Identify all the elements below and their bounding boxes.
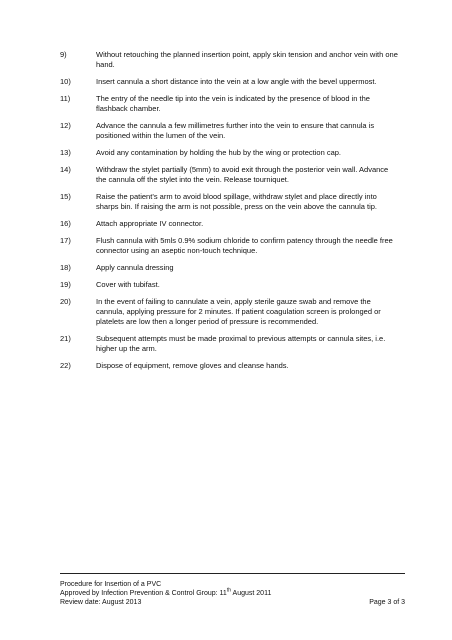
step-number: 17)	[60, 236, 71, 245]
footer-approval-ordinal: th	[226, 587, 231, 594]
step-text: Flush cannula with 5mls 0.9% sodium chloride to confirm patency through the needle free connector using an aseptic non-touch technique.	[96, 236, 393, 255]
footer-review-row	[60, 598, 405, 607]
step-text: In the event of failing to cannulate a vein, apply sterile gauze swab and remove the cannula, applying pressure for 2 minutes. If patient coagulation screen is prolonged or platelets are low then a longer period of pressure is recommended.	[96, 297, 381, 326]
step-number: 9)	[60, 50, 67, 59]
step-number: 19)	[60, 280, 71, 289]
procedure-step	[60, 165, 400, 185]
step-text: Withdraw the stylet partially (5mm) to avoid exit through the posterior vein wall. Advance the cannula off the stylet into the vein. Release tourniquet.	[96, 165, 389, 184]
procedure-step	[60, 263, 400, 273]
step-number: 16)	[60, 219, 71, 228]
step-text: The entry of the needle tip into the vein is indicated by the presence of blood in the flashback chamber.	[96, 94, 370, 113]
step-text: Apply cannula dressing	[96, 263, 174, 272]
procedure-step	[60, 77, 400, 87]
step-text: Avoid any contamination by holding the hub by the wing or protection cap.	[96, 148, 342, 157]
procedure-step	[60, 236, 400, 256]
procedure-step	[60, 192, 400, 212]
step-number: 21)	[60, 334, 71, 343]
footer-approval-text: Approved by Infection Prevention & Control Group: 11	[60, 590, 227, 597]
step-number: 18)	[60, 263, 71, 272]
procedure-step	[60, 297, 400, 327]
step-number: 11)	[60, 94, 71, 103]
step-number: 20)	[60, 297, 71, 306]
page-footer	[60, 580, 405, 607]
footer-divider	[60, 573, 405, 574]
step-number: 12)	[60, 121, 71, 130]
procedure-step	[60, 148, 400, 158]
footer-page-number: Page 3 of 3	[369, 599, 405, 606]
procedure-step	[60, 361, 400, 371]
step-text: Attach appropriate IV connector.	[96, 219, 204, 228]
procedure-steps-list	[60, 50, 400, 378]
procedure-step	[60, 219, 400, 229]
step-text: Without retouching the planned insertion point, apply skin tension and anchor vein with one hand.	[96, 50, 398, 69]
footer-approval-date: August 2011	[230, 590, 272, 597]
footer-approval	[60, 589, 405, 598]
step-text: Cover with tubifast.	[96, 280, 160, 289]
step-number: 13)	[60, 148, 71, 157]
procedure-step	[60, 280, 400, 290]
step-number: 10)	[60, 77, 71, 86]
step-text: Raise the patient’s arm to avoid blood spillage, withdraw stylet and place directly into sharps bin. If raising the arm is not possible, press on the vein above the cannula tip.	[96, 192, 377, 211]
step-text: Advance the cannula a few millimetres further into the vein to ensure that cannula is positioned within the lumen of the vein.	[96, 121, 375, 140]
step-text: Subsequent attempts must be made proximal to previous attempts or cannula sites, i.e. higher up the arm.	[96, 334, 386, 353]
step-text: Insert cannula a short distance into the vein at a low angle with the bevel uppermost.	[96, 77, 377, 86]
procedure-step	[60, 121, 400, 141]
step-number: 14)	[60, 165, 71, 174]
procedure-step	[60, 94, 400, 114]
step-text: Dispose of equipment, remove gloves and cleanse hands.	[96, 361, 289, 370]
footer-review-date: Review date: August 2013	[60, 599, 142, 606]
step-number: 22)	[60, 361, 71, 370]
footer-document-title: Procedure for Insertion of a PVC	[60, 581, 162, 588]
step-number: 15)	[60, 192, 71, 201]
procedure-step	[60, 50, 400, 70]
procedure-step	[60, 334, 400, 354]
